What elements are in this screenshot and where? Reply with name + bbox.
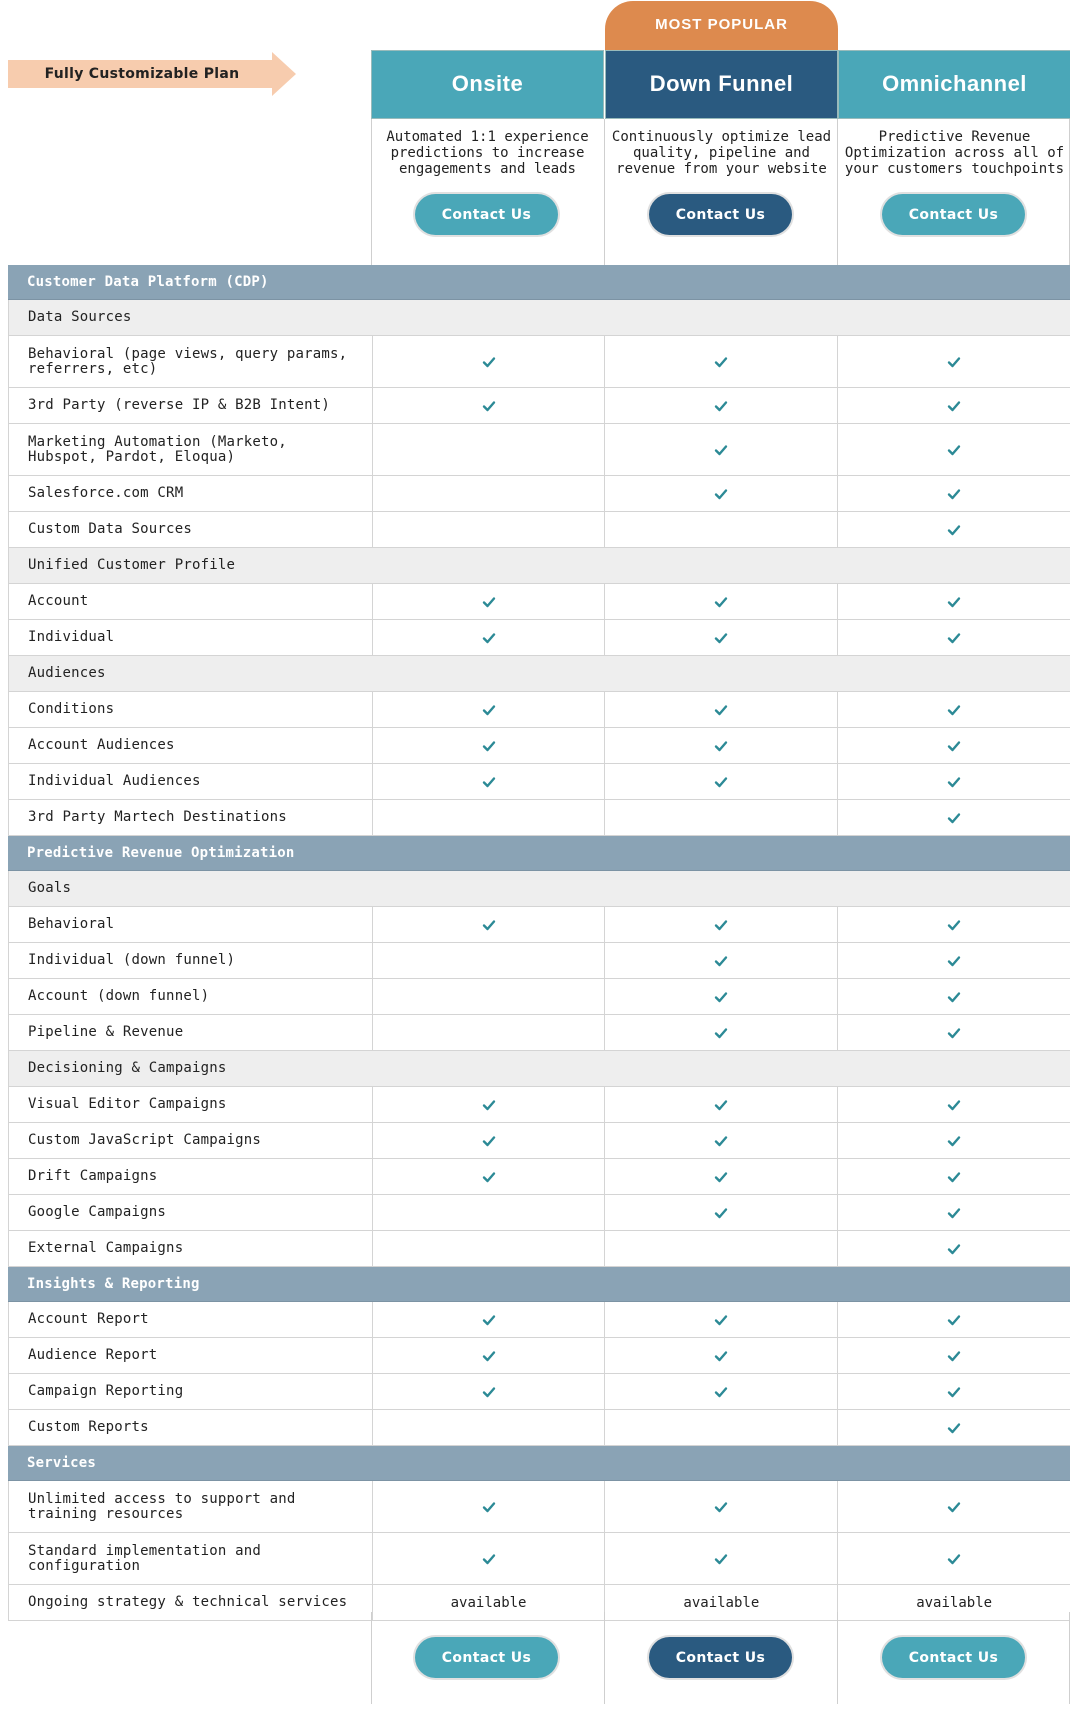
feature-comparison-table xyxy=(8,265,1070,1621)
feature-row xyxy=(8,512,1070,548)
check-icon xyxy=(714,1313,728,1327)
group-title: Audiences xyxy=(28,665,106,681)
check-icon xyxy=(714,990,728,1004)
check-icon xyxy=(482,399,496,413)
feature-row xyxy=(8,1159,1070,1195)
check-icon xyxy=(947,1552,961,1566)
check-icon xyxy=(947,355,961,369)
plan-cell-onsite xyxy=(372,1195,605,1230)
check-icon xyxy=(714,1098,728,1112)
plan-name: Onsite xyxy=(451,71,524,96)
plan-cell-onsite xyxy=(372,907,605,942)
feature-row xyxy=(8,1374,1070,1410)
check-icon xyxy=(947,1313,961,1327)
feature-label: Drift Campaigns xyxy=(28,1168,158,1184)
check-icon xyxy=(714,1385,728,1399)
column-divider xyxy=(604,1612,605,1704)
plan-cell-onsite xyxy=(372,800,605,835)
group-header-row xyxy=(8,548,1070,584)
feature-label: Audience Report xyxy=(28,1347,158,1363)
check-icon xyxy=(947,1134,961,1148)
feature-label: Behavioral (page views, query params, referrers, etc) xyxy=(28,345,348,377)
feature-label: Standard implementation and configuration xyxy=(28,1542,261,1574)
check-icon xyxy=(714,1170,728,1184)
plan-cell-omni xyxy=(837,800,1070,835)
plan-cell-onsite xyxy=(372,476,605,511)
feature-label: Individual (down funnel) xyxy=(28,952,236,968)
plan-cell-funnel xyxy=(604,1533,837,1584)
check-icon xyxy=(714,739,728,753)
group-header-row xyxy=(8,1051,1070,1087)
plan-cell-onsite xyxy=(372,1338,605,1373)
plan-cell-funnel xyxy=(604,1159,837,1194)
feature-row xyxy=(8,1015,1070,1051)
feature-label: Marketing Automation (Marketo, Hubspot, Pardot, Eloqua) xyxy=(28,433,287,465)
plan-cell-onsite xyxy=(372,584,605,619)
feature-label: Individual xyxy=(28,629,115,645)
plan-cell-funnel xyxy=(604,1087,837,1122)
plan-cell-omni xyxy=(837,979,1070,1014)
check-icon xyxy=(714,631,728,645)
feature-label: Custom Data Sources xyxy=(28,521,192,537)
group-title: Decisioning & Campaigns xyxy=(28,1060,227,1076)
plan-cell-omni xyxy=(837,907,1070,942)
check-icon xyxy=(482,703,496,717)
plan-cell-omni xyxy=(837,1481,1070,1532)
check-icon xyxy=(714,443,728,457)
plan-cell-omni xyxy=(837,1015,1070,1050)
section-title: Customer Data Platform (CDP) xyxy=(27,273,269,290)
feature-label: Individual Audiences xyxy=(28,773,201,789)
check-icon xyxy=(482,355,496,369)
plan-cell-omni xyxy=(837,1585,1070,1620)
plan-cell-funnel xyxy=(604,620,837,655)
plan-cell-funnel xyxy=(604,584,837,619)
check-icon xyxy=(947,775,961,789)
check-icon xyxy=(947,918,961,932)
plan-cell-funnel xyxy=(604,1338,837,1373)
most-popular-badge: MOST POPULAR xyxy=(605,1,838,51)
feature-row xyxy=(8,1195,1070,1231)
plan-cell-funnel xyxy=(604,1374,837,1409)
feature-row xyxy=(8,1410,1070,1446)
check-icon xyxy=(947,1206,961,1220)
check-icon xyxy=(714,1206,728,1220)
check-icon xyxy=(714,918,728,932)
section-header-row xyxy=(8,1446,1070,1481)
check-icon xyxy=(482,1552,496,1566)
plan-cell-omni xyxy=(837,1087,1070,1122)
group-header-row xyxy=(8,871,1070,907)
plan-cell-funnel xyxy=(604,1195,837,1230)
check-icon xyxy=(482,631,496,645)
plan-cell-onsite xyxy=(372,512,605,547)
feature-label: Unlimited access to support and training resources xyxy=(28,1490,296,1522)
plan-header-onsite xyxy=(371,50,604,119)
plan-name: Omnichannel xyxy=(882,71,1027,96)
check-icon xyxy=(947,954,961,968)
check-icon xyxy=(482,1385,496,1399)
check-icon xyxy=(482,1098,496,1112)
feature-row xyxy=(8,692,1070,728)
feature-label: Campaign Reporting xyxy=(28,1383,184,1399)
plan-cell-onsite xyxy=(372,1585,605,1620)
plan-name: Down Funnel xyxy=(649,71,794,96)
check-icon xyxy=(714,355,728,369)
plan-header-down-funnel xyxy=(605,50,838,119)
plan-cell-onsite xyxy=(372,620,605,655)
plan-cell-onsite xyxy=(372,1231,605,1266)
feature-label: 3rd Party Martech Destinations xyxy=(28,809,287,825)
check-icon xyxy=(714,703,728,717)
feature-label: Account xyxy=(28,593,89,609)
plan-cell-omni xyxy=(837,1123,1070,1158)
feature-label: Custom JavaScript Campaigns xyxy=(28,1132,261,1148)
feature-label: Custom Reports xyxy=(28,1419,149,1435)
plan-cell-omni xyxy=(837,943,1070,978)
plan-cell-omni xyxy=(837,1159,1070,1194)
plan-cell-onsite xyxy=(372,388,605,423)
contact-us-button-down-funnel[interactable]: Contact Us xyxy=(649,194,792,235)
plan-cell-funnel xyxy=(604,907,837,942)
check-icon xyxy=(947,487,961,501)
check-icon xyxy=(482,739,496,753)
check-icon xyxy=(714,1552,728,1566)
plan-cell-onsite xyxy=(372,1410,605,1445)
check-icon xyxy=(947,1349,961,1363)
plan-cell-onsite xyxy=(372,1087,605,1122)
section-header-row xyxy=(8,1267,1070,1302)
group-title: Data Sources xyxy=(28,309,132,325)
check-icon xyxy=(714,1026,728,1040)
feature-row xyxy=(8,1123,1070,1159)
contact-us-button-onsite[interactable]: Contact Us xyxy=(415,194,558,235)
plan-cell-funnel xyxy=(604,476,837,511)
check-icon xyxy=(947,523,961,537)
plan-cell-funnel xyxy=(604,1481,837,1532)
feature-label: Behavioral xyxy=(28,916,115,932)
check-icon xyxy=(482,918,496,932)
feature-row xyxy=(8,1302,1070,1338)
feature-row xyxy=(8,1231,1070,1267)
plan-cell-omni xyxy=(837,764,1070,799)
plan-cell-onsite xyxy=(372,1123,605,1158)
check-icon xyxy=(947,739,961,753)
plan-cell-funnel xyxy=(604,728,837,763)
fully-customizable-arrow xyxy=(8,52,298,96)
feature-row xyxy=(8,1481,1070,1533)
feature-row xyxy=(8,1585,1070,1621)
section-title: Insights & Reporting xyxy=(27,1275,200,1292)
plan-cell-onsite xyxy=(372,764,605,799)
plan-cell-omni xyxy=(837,728,1070,763)
check-icon xyxy=(714,399,728,413)
check-icon xyxy=(482,595,496,609)
check-icon xyxy=(947,1170,961,1184)
plan-cell-omni xyxy=(837,1231,1070,1266)
feature-label: Conditions xyxy=(28,701,115,717)
plan-cell-omni xyxy=(837,584,1070,619)
check-icon xyxy=(947,1242,961,1256)
check-icon xyxy=(714,954,728,968)
plan-cell-omni xyxy=(837,692,1070,727)
plan-cell-omni xyxy=(837,1302,1070,1337)
plan-cell-funnel xyxy=(604,692,837,727)
check-icon xyxy=(714,595,728,609)
plan-description-down-funnel: Continuously optimize lead quality, pipeline and revenue from your website xyxy=(611,129,832,177)
plan-cell-onsite xyxy=(372,1481,605,1532)
feature-label: 3rd Party (reverse IP & B2B Intent) xyxy=(28,397,331,413)
plan-cell-funnel xyxy=(604,800,837,835)
feature-label: Google Campaigns xyxy=(28,1204,167,1220)
check-icon xyxy=(947,443,961,457)
plan-cell-funnel xyxy=(604,1585,837,1620)
plan-cell-omni xyxy=(837,336,1070,387)
column-divider xyxy=(837,119,838,265)
feature-row xyxy=(8,388,1070,424)
plan-cell-omni xyxy=(837,476,1070,511)
feature-row xyxy=(8,424,1070,476)
check-icon xyxy=(714,1500,728,1514)
feature-row xyxy=(8,764,1070,800)
check-icon xyxy=(947,703,961,717)
feature-label: Pipeline & Revenue xyxy=(28,1024,184,1040)
feature-label: Account (down funnel) xyxy=(28,988,210,1004)
check-icon xyxy=(714,487,728,501)
plan-cell-funnel xyxy=(604,336,837,387)
feature-row xyxy=(8,943,1070,979)
feature-label: Ongoing strategy & technical services xyxy=(28,1594,348,1610)
plan-cell-omni xyxy=(837,1410,1070,1445)
plan-cell-onsite xyxy=(372,943,605,978)
group-title: Unified Customer Profile xyxy=(28,557,236,573)
feature-row xyxy=(8,907,1070,943)
plan-cell-omni xyxy=(837,424,1070,475)
feature-row xyxy=(8,476,1070,512)
arrow-label: Fully Customizable Plan xyxy=(44,66,240,82)
feature-row xyxy=(8,800,1070,836)
availability-text: available xyxy=(683,1594,760,1611)
check-icon xyxy=(947,631,961,645)
column-divider xyxy=(604,119,605,265)
feature-row xyxy=(8,1087,1070,1123)
group-header-row xyxy=(8,656,1070,692)
section-title: Predictive Revenue Optimization xyxy=(27,844,295,861)
plan-cell-omni xyxy=(837,1533,1070,1584)
check-icon xyxy=(482,1349,496,1363)
plan-cell-onsite xyxy=(372,1302,605,1337)
plan-cell-funnel xyxy=(604,388,837,423)
check-icon xyxy=(947,1500,961,1514)
check-icon xyxy=(714,775,728,789)
plan-cell-funnel xyxy=(604,764,837,799)
check-icon xyxy=(947,1026,961,1040)
plan-cell-funnel xyxy=(604,1302,837,1337)
plan-cell-omni xyxy=(837,1338,1070,1373)
feature-label: Account Report xyxy=(28,1311,149,1327)
check-icon xyxy=(947,990,961,1004)
plan-cell-omni xyxy=(837,620,1070,655)
check-icon xyxy=(947,1098,961,1112)
check-icon xyxy=(482,1313,496,1327)
plan-cell-onsite xyxy=(372,979,605,1014)
plan-description-omnichannel: Predictive Revenue Optimization across all of your customers touchpoints xyxy=(844,129,1065,177)
plan-cell-funnel xyxy=(604,1410,837,1445)
plan-cell-funnel xyxy=(604,1231,837,1266)
plan-cell-omni xyxy=(837,388,1070,423)
check-icon xyxy=(947,1385,961,1399)
section-header-row xyxy=(8,265,1070,300)
column-divider xyxy=(371,119,372,265)
column-divider xyxy=(371,1612,372,1704)
footer-contact-us-button-omnichannel[interactable]: Contact Us xyxy=(882,1637,1025,1678)
plan-cell-funnel xyxy=(604,512,837,547)
plan-cell-funnel xyxy=(604,943,837,978)
plan-cell-onsite xyxy=(372,424,605,475)
plan-cell-onsite xyxy=(372,728,605,763)
footer-contact-us-button-onsite[interactable]: Contact Us xyxy=(415,1637,558,1678)
feature-label: External Campaigns xyxy=(28,1240,184,1256)
plan-cell-funnel xyxy=(604,1015,837,1050)
plan-cell-onsite xyxy=(372,1374,605,1409)
plan-header-omnichannel xyxy=(838,50,1070,119)
plan-cell-onsite xyxy=(372,692,605,727)
plan-cell-funnel xyxy=(604,1123,837,1158)
availability-text: available xyxy=(916,1594,993,1611)
check-icon xyxy=(482,1170,496,1184)
feature-label: Salesforce.com CRM xyxy=(28,485,184,501)
check-icon xyxy=(482,1134,496,1148)
group-title: Goals xyxy=(28,880,72,896)
plan-cell-funnel xyxy=(604,424,837,475)
check-icon xyxy=(482,1500,496,1514)
contact-us-button-omnichannel[interactable]: Contact Us xyxy=(882,194,1025,235)
feature-row xyxy=(8,336,1070,388)
check-icon xyxy=(947,399,961,413)
feature-label: Visual Editor Campaigns xyxy=(28,1096,227,1112)
column-divider xyxy=(837,1612,838,1704)
feature-row xyxy=(8,584,1070,620)
section-header-row xyxy=(8,836,1070,871)
plan-cell-omni xyxy=(837,1374,1070,1409)
plan-cell-onsite xyxy=(372,1533,605,1584)
plan-cell-omni xyxy=(837,512,1070,547)
check-icon xyxy=(714,1349,728,1363)
group-header-row xyxy=(8,300,1070,336)
plan-description-onsite: Automated 1:1 experience predictions to increase engagements and leads xyxy=(386,129,589,177)
feature-row xyxy=(8,620,1070,656)
feature-row xyxy=(8,1533,1070,1585)
check-icon xyxy=(482,775,496,789)
availability-text: available xyxy=(450,1594,527,1611)
plan-cell-omni xyxy=(837,1195,1070,1230)
footer-contact-us-button-down-funnel[interactable]: Contact Us xyxy=(649,1637,792,1678)
plan-cell-funnel xyxy=(604,979,837,1014)
feature-row xyxy=(8,1338,1070,1374)
feature-row xyxy=(8,979,1070,1015)
feature-row xyxy=(8,728,1070,764)
feature-label: Account Audiences xyxy=(28,737,175,753)
check-icon xyxy=(714,1134,728,1148)
check-icon xyxy=(947,811,961,825)
plan-cell-onsite xyxy=(372,336,605,387)
plan-cell-onsite xyxy=(372,1015,605,1050)
check-icon xyxy=(947,595,961,609)
plan-cell-onsite xyxy=(372,1159,605,1194)
section-title: Services xyxy=(27,1454,97,1471)
check-icon xyxy=(947,1421,961,1435)
